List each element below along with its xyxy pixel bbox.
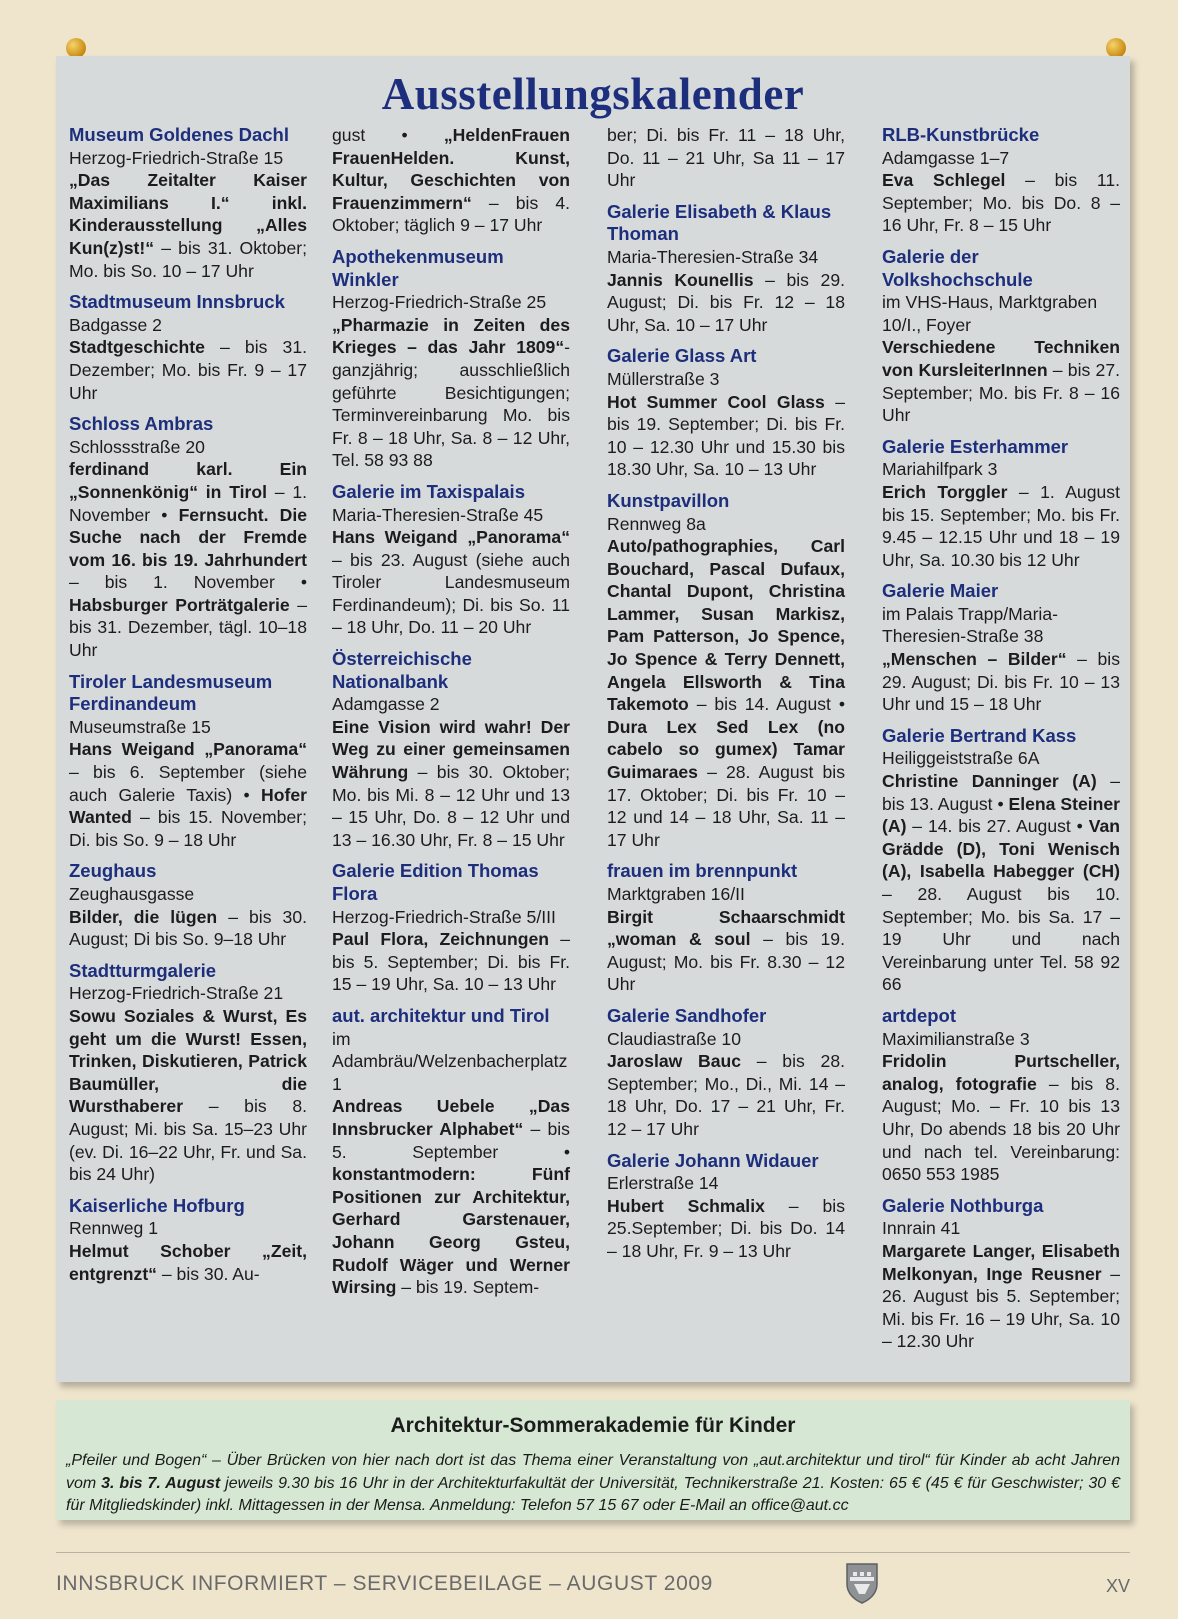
calendar-entry: [69, 1195, 307, 1285]
exhibition-detail-text: – bis 13. August •: [882, 771, 1120, 814]
venue-name: Stadtturmgalerie: [69, 959, 217, 981]
exhibition-title-text: Erich Torggler: [882, 481, 1008, 502]
calendar-entry: [607, 201, 845, 337]
calendar-entry: [607, 124, 845, 192]
exhibition-detail-text: – bis 29. August; Di. bis Fr. 12 – 18 Uhr, Sa. 10 – 17 Uhr: [607, 269, 845, 335]
venue-address: Herzog-Friedrich-Straße 25: [332, 292, 547, 313]
calendar-entry: [607, 1150, 845, 1263]
exhibition-detail-text: – bis 19. September; Di. bis Fr. 10 – 12.30 Uhr und 15.30 bis 18.30 Uhr, Sa. 10 – 13 Uhr: [607, 391, 845, 480]
exhibition-detail-text: – bis 19. August; Mo. bis Fr. 8.30 – 12 Uhr: [607, 929, 845, 995]
venue-name: Zeughaus: [69, 860, 157, 882]
exhibition-detail-text: ber; Di. bis Fr. 11 – 18 Uhr, Do. 11 – 21 Uhr, Sa 11 – 17 Uhr: [607, 125, 845, 191]
exhibition-title-text: Bilder, die lügen: [69, 906, 218, 927]
exhibition-title-text: Paul Flora, Zeichnungen: [332, 929, 549, 950]
venue-address: Heiliggeiststraße 6A: [882, 748, 1040, 769]
exhibition-detail-text: – 26. August bis 5. September; Mi. bis Fr. 16 – 19 Uhr, Sa. 10 – 12.30 Uhr: [882, 1263, 1120, 1352]
venue-name: Galerie Glass Art: [607, 345, 757, 367]
exhibition-title-text: konstantmodern: Fünf Positionen zur Architektur, Gerhard Garstenauer, Johann Georg Gsteu, Rudolf Wäger und Werner Wirsing: [332, 1164, 570, 1298]
venue-address: Adamgasse 1–7: [882, 147, 1010, 168]
venue-name: Galerie Edition Thomas Flora: [332, 860, 539, 904]
venue-address: Zeughausgasse: [69, 884, 195, 904]
exhibition-title-text: „Pharmazie in Zeiten des Krieges – das Jahr 1809“: [332, 314, 570, 358]
exhibition-detail-text: – bis 5. September •: [332, 1118, 570, 1162]
exhibition-detail-text: – bis 25.September; Di. bis Do. 14 – 18 Uhr, Fr. 9 – 13 Uhr: [607, 1195, 845, 1261]
page-number: XV: [1105, 1576, 1130, 1596]
exhibition-title-text: Hot Summer Cool Glass: [607, 391, 825, 412]
exhibition-detail-text: - ganzjährig; ausschließlich geführte Besichtigungen; Terminvereinbarung Mo. bis Fr. 8 – 18 Uhr, Sa. 8 – 12 Uhr, Tel. 58 93 88: [332, 337, 570, 471]
calendar-entry: [607, 490, 845, 852]
exhibition-title-text: Habsburger Porträtgalerie: [69, 594, 290, 615]
calendar-entry: [69, 124, 307, 282]
venue-address: Rennweg 1: [69, 1218, 159, 1239]
venue-address: Rennweg 8a: [607, 513, 706, 534]
academy-description: [66, 1450, 1120, 1518]
venue-address: Herzog-Friedrich-Straße 5/III: [332, 906, 556, 927]
exhibition-title-text: Fernsucht. Die Suche nach der Fremde vom 16. bis 19. Jahrhundert: [69, 504, 307, 570]
exhibition-detail-text: – 28. August bis 10. September; Mo. bis Sa. 17 – 19 Uhr und nach Vereinbarung unter Tel. 58 92 66: [882, 884, 1120, 995]
calendar-entry: [882, 1005, 1120, 1186]
exhibition-detail-text: – bis 31. Oktober; Mo. bis So. 10 – 17 Uhr: [69, 237, 307, 281]
venue-name: artdepot: [882, 1004, 956, 1026]
innsbruck-crest-icon: [845, 1562, 879, 1604]
venue-name: Galerie der Volkshochschule: [882, 245, 1033, 290]
exhibition-calendar-board: [56, 56, 1130, 1382]
exhibition-detail-text: – bis 30. August; Di bis So. 9–18 Uhr: [69, 906, 307, 950]
exhibition-title-text: Christine Danninger (A): [882, 771, 1097, 792]
exhibition-detail-text: – bis 8. August; Mo. – Fr. 10 bis 13 Uhr, Do abends 18 bis 20 Uhr und nach tel. Vereinbarung: 0650 553 1985: [882, 1073, 1120, 1185]
exhibition-detail-text: – bis 14. August •: [688, 694, 845, 715]
calendar-entry: [882, 124, 1120, 237]
exhibition-detail-text: „Pfeiler und Bogen“ – Über Brücken von hier nach dort ist das Thema einer Veranstaltung von „aut.architektur und tirol“ für Kinder ab acht Jahren vom: [66, 1452, 1120, 1492]
venue-name: Galerie Maier: [882, 580, 999, 602]
venue-address: im Palais Trapp/Maria-Theresien-Straße 38: [882, 603, 1058, 647]
venue-address: im Adambräu/Welzenbacherplatz 1: [332, 1028, 568, 1094]
venue-address: Mariahilfpark 3: [882, 459, 998, 480]
exhibition-detail-text: – bis 29. August; Di. bis Fr. 10 – 13 Uhr und 15 – 18 Uhr: [882, 649, 1120, 715]
calendar-column-3: [607, 124, 845, 1272]
calendar-entry: [69, 291, 307, 404]
venue-address: Herzog-Friedrich-Straße 15: [69, 147, 284, 168]
venue-address: Adamgasse 2: [332, 694, 440, 715]
exhibition-title-text: „Das Zeitalter Kaiser Maximilians I.“ inkl. Kinderausstellung „Alles Kun(z)st!“: [69, 170, 307, 258]
exhibition-title-text: Stadtgeschichte: [69, 337, 205, 358]
calendar-entry: [332, 481, 570, 639]
exhibition-title-text: Hofer Wanted: [69, 784, 307, 828]
exhibition-detail-text: – 1. August bis 15. September; Mo. bis Fr. 9.45 – 12.15 Uhr und 18 – 19 Uhr, Sa. 10.30 bis 12 Uhr: [882, 481, 1120, 570]
venue-name: Museum Goldenes Dachl: [69, 124, 289, 145]
calendar-entry: [69, 413, 307, 662]
exhibition-title-text: „Menschen – Bilder“: [882, 649, 1067, 670]
academy-title: Architektur-Sommerakademie für Kinder: [390, 1414, 796, 1437]
calendar-entry: [69, 671, 307, 852]
exhibition-title-text: Hans Weigand „Panorama“: [332, 527, 570, 548]
exhibition-detail-text: – bis 30. Au-: [156, 1263, 260, 1284]
venue-name: Stadtmuseum Innsbruck: [69, 291, 285, 313]
venue-address: Maria-Theresien-Straße 45: [332, 504, 544, 525]
footer-publication-line: INNSBRUCK INFORMIERT – SERVICEBEILAGE – AUGUST 2009: [56, 1572, 713, 1595]
calendar-entry: [882, 246, 1120, 427]
venue-name: Galerie Elisabeth & Klaus Thoman: [607, 200, 832, 245]
exhibition-detail-text: – 28. August bis 17. Oktober; Di. bis Fr. 10 – 12 und 14 – 18 Uhr, Sa. 11 – 17 Uhr: [607, 762, 845, 850]
venue-name: Galerie Sandhofer: [607, 1004, 767, 1026]
venue-name: Kaiserliche Hofburg: [69, 1194, 245, 1216]
venue-name: Galerie Johann Widauer: [607, 1149, 819, 1171]
venue-address: Marktgraben 16/II: [607, 884, 745, 904]
venue-name: Galerie Nothburga: [882, 1194, 1044, 1216]
calendar-column-2: [332, 124, 570, 1308]
venue-name: Schloss Ambras: [69, 413, 214, 435]
exhibition-title-text: ferdinand karl. Ein „Sonnenkönig“ in Tirol: [69, 459, 307, 502]
calendar-entry: [69, 960, 307, 1186]
exhibition-detail-text: – bis 27. September; Mo. bis Fr. 8 – 16 Uhr: [882, 359, 1120, 426]
venue-name: Österreichische Nationalbank: [332, 648, 472, 692]
calendar-entry: [69, 860, 307, 950]
calendar-entry: [882, 1195, 1120, 1353]
venue-address: Müllerstraße 3: [607, 368, 720, 389]
exhibition-title-text: Eva Schlegel: [882, 170, 1006, 191]
calendar-column-1: [69, 124, 307, 1294]
summer-academy-box: [56, 1400, 1130, 1520]
venue-name: Tiroler Landesmuseum Ferdinandeum: [69, 670, 273, 715]
calendar-column-4: [882, 124, 1120, 1362]
exhibition-title-text: Birgit Schaarschmidt „woman & soul: [607, 906, 845, 950]
exhibition-detail-text: jeweils 9.30 bis 16 Uhr in der Architekturfakultät der Universität, Technikerstraße 21. Kosten: 65 € (45 € für Geschwister; 30 € für Mitgliedskinder) inkl. Mittagessen in der Mensa. Anmeldung: Telefon 57 15 67 oder E-Mail an office@aut.cc: [66, 1474, 1121, 1514]
calendar-entry: [882, 580, 1120, 716]
calendar-entry: [607, 860, 845, 996]
exhibition-title-text: Eine Vision wird wahr! Der Weg zu einer gemeinsamen Währung: [332, 716, 570, 783]
exhibition-title-text: Margarete Langer, Elisabeth Melkonyan, Inge Reusner: [882, 1240, 1120, 1284]
exhibition-title-text: Van Grädde (D), Toni Wenisch (A), Isabella Habegger (CH): [882, 816, 1120, 882]
venue-name: Galerie Esterhammer: [882, 435, 1069, 457]
exhibition-title-text: Helmut Schober „Zeit, entgrenzt“: [69, 1240, 307, 1284]
calendar-entry: [882, 436, 1120, 572]
exhibition-detail-text: – bis 30. Oktober; Mo. bis Mi. 8 – 12 Uhr und 13 – 15 Uhr, Do. 8 – 12 Uhr und 13 – 16.30 Uhr, Fr. 8 – 15 Uhr: [332, 762, 570, 850]
venue-name: frauen im brennpunkt: [607, 860, 798, 882]
venue-name: RLB-Kunstbrücke: [882, 124, 1040, 145]
exhibition-detail-text: – bis 4. Oktober; täglich 9 – 17 Uhr: [332, 192, 570, 236]
exhibition-title-text: Elena Steiner (A): [882, 793, 1120, 837]
calendar-title: Ausstellungskalender: [381, 69, 805, 119]
exhibition-detail-text: – bis 31. Dezember; Mo. bis Fr. 9 – 17 Uhr: [69, 337, 307, 403]
venue-address: Erlerstraße 14: [607, 1173, 719, 1194]
venue-address: Badgasse 2: [69, 314, 162, 335]
exhibition-title-text: Fridolin Purtscheller, analog, fotografie: [882, 1051, 1120, 1094]
venue-name: Galerie Bertrand Kass: [882, 724, 1077, 746]
venue-name: Kunstpavillon: [607, 489, 730, 511]
exhibition-detail-text: – bis 19. Septem-: [396, 1277, 540, 1298]
venue-address: Maria-Theresien-Straße 34: [607, 246, 819, 267]
exhibition-title-text: Dura Lex Sed Lex (no cabelo so gumex) Tamar Guimaraes: [607, 716, 845, 783]
calendar-entry: [332, 124, 570, 237]
calendar-entry: [332, 246, 570, 472]
footer-divider: [56, 1552, 1130, 1553]
exhibition-title-text: Hans Weigand „Panorama“: [69, 739, 307, 760]
venue-address: Museumstraße 15: [69, 716, 211, 737]
exhibition-detail-text: – bis 15. November; Di. bis So. 9 – 18 Uhr: [69, 807, 307, 850]
exhibition-detail-text: – bis 8. August; Mi. bis Sa. 15–23 Uhr (ev. Di. 16–22 Uhr, Fr. und Sa. bis 24 Uhr): [69, 1096, 307, 1185]
calendar-entry: [607, 345, 845, 481]
exhibition-title-text: Andreas Uebele „Das Innsbrucker Alphabet“: [332, 1096, 570, 1139]
venue-address: Schlossstraße 20: [69, 436, 205, 457]
venue-address: Claudiastraße 10: [607, 1028, 741, 1049]
venue-address: Herzog-Friedrich-Straße 21: [69, 983, 284, 1004]
exhibition-title-text: Verschiedene Techniken von KursleiterInnen: [882, 337, 1120, 380]
calendar-entry: [332, 860, 570, 996]
venue-name: Apothekenmuseum Winkler: [332, 245, 504, 290]
venue-address: im VHS-Haus, Marktgraben 10/I., Foyer: [882, 292, 1098, 335]
exhibition-detail-text: gust •: [332, 125, 444, 145]
venue-name: aut. architektur und Tirol: [332, 1004, 550, 1026]
venue-address: Maximilianstraße 3: [882, 1028, 1030, 1049]
exhibition-detail-text: – bis 31. Dezember, tägl. 10–18 Uhr: [69, 594, 307, 661]
exhibition-detail-text: – bis 23. August (siehe auch Tiroler Landesmuseum Ferdinandeum); Di. bis So. 11 – 18 Uhr, Do. 11 – 20 Uhr: [332, 549, 570, 638]
calendar-entry: [607, 1005, 845, 1141]
exhibition-detail-text: – bis 6. September (siehe auch Galerie Taxis) •: [69, 762, 307, 805]
exhibition-title-text: Sowu Soziales & Wurst, Es geht um die Wurst! Essen, Trinken, Diskutieren, Patrick Baumüller, die Wursthaberer: [69, 1005, 307, 1117]
exhibition-detail-text: – 14. bis 27. August •: [906, 816, 1089, 837]
exhibition-detail-text: – bis 1. November •: [69, 572, 307, 593]
exhibition-detail-text: – 1. November •: [69, 481, 307, 525]
calendar-entry: [882, 725, 1120, 996]
exhibition-detail-text: – bis 5. September; Di. bis Fr. 15 – 19 Uhr, Sa. 10 – 13 Uhr: [332, 929, 570, 995]
calendar-entry: [332, 1005, 570, 1299]
exhibition-title-text: 3. bis 7. August: [101, 1474, 221, 1492]
calendar-entry: [332, 648, 570, 851]
exhibition-title-text: „HeldenFrauen FrauenHelden. Kunst, Kultur, Geschichten von Frauenzimmern“: [332, 125, 570, 213]
exhibition-title-text: Auto/pathographies, Carl Bouchard, Pascal Dufaux, Chantal Dupont, Christina Lammer, Susan Markisz, Pam Patterson, Jo Spence, Jo Spence & Terry Dennett, Angela Ellsworth & Tina Takemoto: [607, 536, 845, 715]
exhibition-title-text: Hubert Schmalix: [607, 1195, 765, 1216]
venue-name: Galerie im Taxispalais: [332, 480, 525, 502]
exhibition-detail-text: – bis 28. September; Mo., Di., Mi. 14 – 18 Uhr, Do. 17 – 21 Uhr, Fr. 12 – 17 Uhr: [607, 1051, 845, 1139]
venue-address: Innrain 41: [882, 1218, 961, 1239]
exhibition-title-text: Jaroslaw Bauc: [607, 1051, 742, 1072]
exhibition-title-text: Jannis Kounellis: [607, 269, 754, 290]
exhibition-detail-text: – bis 11. September; Mo. bis Do. 8 – 16 Uhr, Fr. 8 – 15 Uhr: [882, 170, 1120, 236]
